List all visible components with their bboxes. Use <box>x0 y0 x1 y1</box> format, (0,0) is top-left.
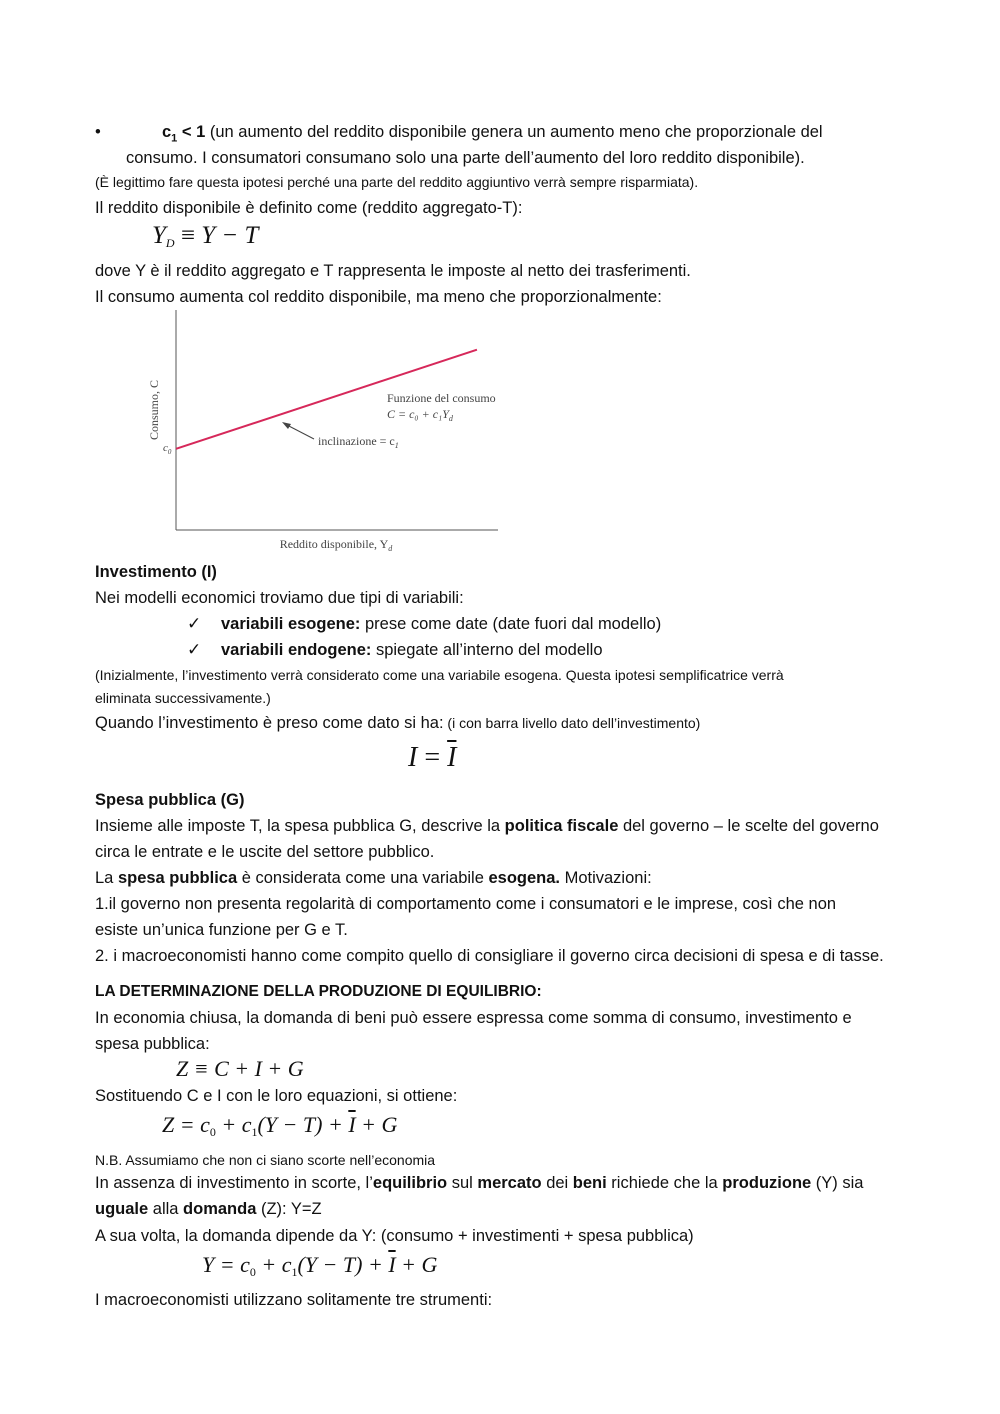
motivazione-2: 2. i macroeconomisti hanno come compito quello di consigliare il governo circa decisioni di spesa e di tasse. <box>95 947 884 965</box>
equation-y-equilibrium: $Y = c_0 + c_1(Y - T) + \overline{I} + G$ <box>202 1252 438 1279</box>
motivazione-1b: esiste un’unica funzione per G e T. <box>95 921 348 939</box>
assenza-line1: In assenza di investimento in scorte, l’equilibrio sul mercato dei beni richiede che la produzione (Y) sia <box>95 1174 864 1192</box>
equation-yd: $Y_D \equiv Y - T$ <box>152 222 259 250</box>
consumption-function-chart <box>140 308 520 558</box>
equilibrio-line1: In economia chiusa, la domanda di beni può essere espressa come somma di consumo, investimento e <box>95 1009 852 1027</box>
strumenti-line: I macroeconomisti utilizzano solitamente tre strumenti: <box>95 1291 493 1309</box>
checkmark-icon: ✓ <box>187 614 202 633</box>
slope-label: inclinazione = $c_1$ <box>318 434 399 450</box>
sostituendo-line: Sostituendo C e I con le loro equazioni, si ottiene: <box>95 1087 458 1105</box>
dove-paragraph: dove Y è il reddito aggregato e T rappresenta le imposte al netto dei trasferimenti. <box>95 262 691 280</box>
spesa-heading: Spesa pubblica (G) <box>95 791 245 809</box>
c1-text1: (un aumento del reddito disponibile genera un aumento meno che proporzionale del <box>205 123 823 141</box>
note-risparmio: (È legittimo fare questa ipotesi perché una parte del reddito aggiuntivo verrà sempre risparmiata). <box>95 174 699 190</box>
checkmark-icon: ✓ <box>187 640 202 659</box>
slope-arrowhead <box>282 422 291 429</box>
bullet-c1-line1 <box>95 122 823 148</box>
investimento-dato: Quando l’investimento è preso come dato si ha: (i con barra livello dato dell’investimento) <box>95 714 701 732</box>
equilibrio-heading: LA DETERMINAZIONE DELLA PRODUZIONE DI EQUILIBRIO: <box>95 983 542 1000</box>
list-item-endogene: variabili endogene: spiegate all’interno del modello <box>221 641 603 659</box>
list-item-esogene: variabili esogene: prese come date (date fuori dal modello) <box>221 615 662 633</box>
c1-label: $c_1 < 1$ <box>161 123 206 145</box>
equation-z-identity: Z ≡ C + I + G <box>176 1056 304 1081</box>
investimento-intro: Nei modelli economici troviamo due tipi di variabili: <box>95 589 464 607</box>
x-axis-label: Reddito disponibile, $Y_d$ <box>279 537 393 553</box>
domanda-dipende-line: A sua volta, la domanda dipende da Y: (consumo + investimenti + spesa pubblica) <box>95 1227 694 1245</box>
intercept-label: $c_0$ <box>163 441 172 456</box>
consumo-paragraph: Il consumo aumenta col reddito disponibile, ma meno che proporzionalmente: <box>95 288 662 306</box>
equation-z-expanded: $Z = c_0 + c_1(Y - T) + \overline{I} + G$ <box>162 1112 398 1139</box>
bullet-symbol: • <box>95 123 101 141</box>
legend-equation: $C = c_0 + c_1Y_d$ <box>387 407 453 423</box>
spesa-line2: circa le entrate e le uscite del settore pubblico. <box>95 843 435 861</box>
equilibrio-line2: spesa pubblica: <box>95 1035 210 1053</box>
motivazione-1a: 1.il governo non presenta regolarità di comportamento come i consumatori e le imprese, così che non <box>95 895 837 913</box>
nb-note: N.B. Assumiamo che non ci siano scorte nell’economia <box>95 1152 436 1168</box>
y-axis-label: Consumo, C <box>147 379 161 441</box>
equation-i-bar: $I = \overline{I}$ <box>408 742 457 773</box>
spesa-line3: La spesa pubblica è considerata come una variabile esogena. Motivazioni: <box>95 869 652 887</box>
legend-title: Funzione del consumo <box>387 391 496 405</box>
investimento-note-l1: (Inizialmente, l’investimento verrà considerato come una variabile esogena. Questa ipotesi semplificatrice verrà <box>95 667 784 683</box>
yd-definition: Il reddito disponibile è definito come (reddito aggregato-T): <box>95 199 523 217</box>
assenza-line2: uguale alla domanda (Z): Y=Z <box>95 1200 322 1218</box>
spesa-line1: Insieme alle imposte T, la spesa pubblica G, descrive la politica fiscale del governo – le scelte del governo <box>95 817 879 835</box>
investimento-heading: Investimento (I) <box>95 563 217 581</box>
investimento-note-l2: eliminata successivamente.) <box>95 690 271 706</box>
c1-text2: consumo. I consumatori consumano solo una parte dell’aumento del loro reddito disponibile). <box>126 149 805 167</box>
